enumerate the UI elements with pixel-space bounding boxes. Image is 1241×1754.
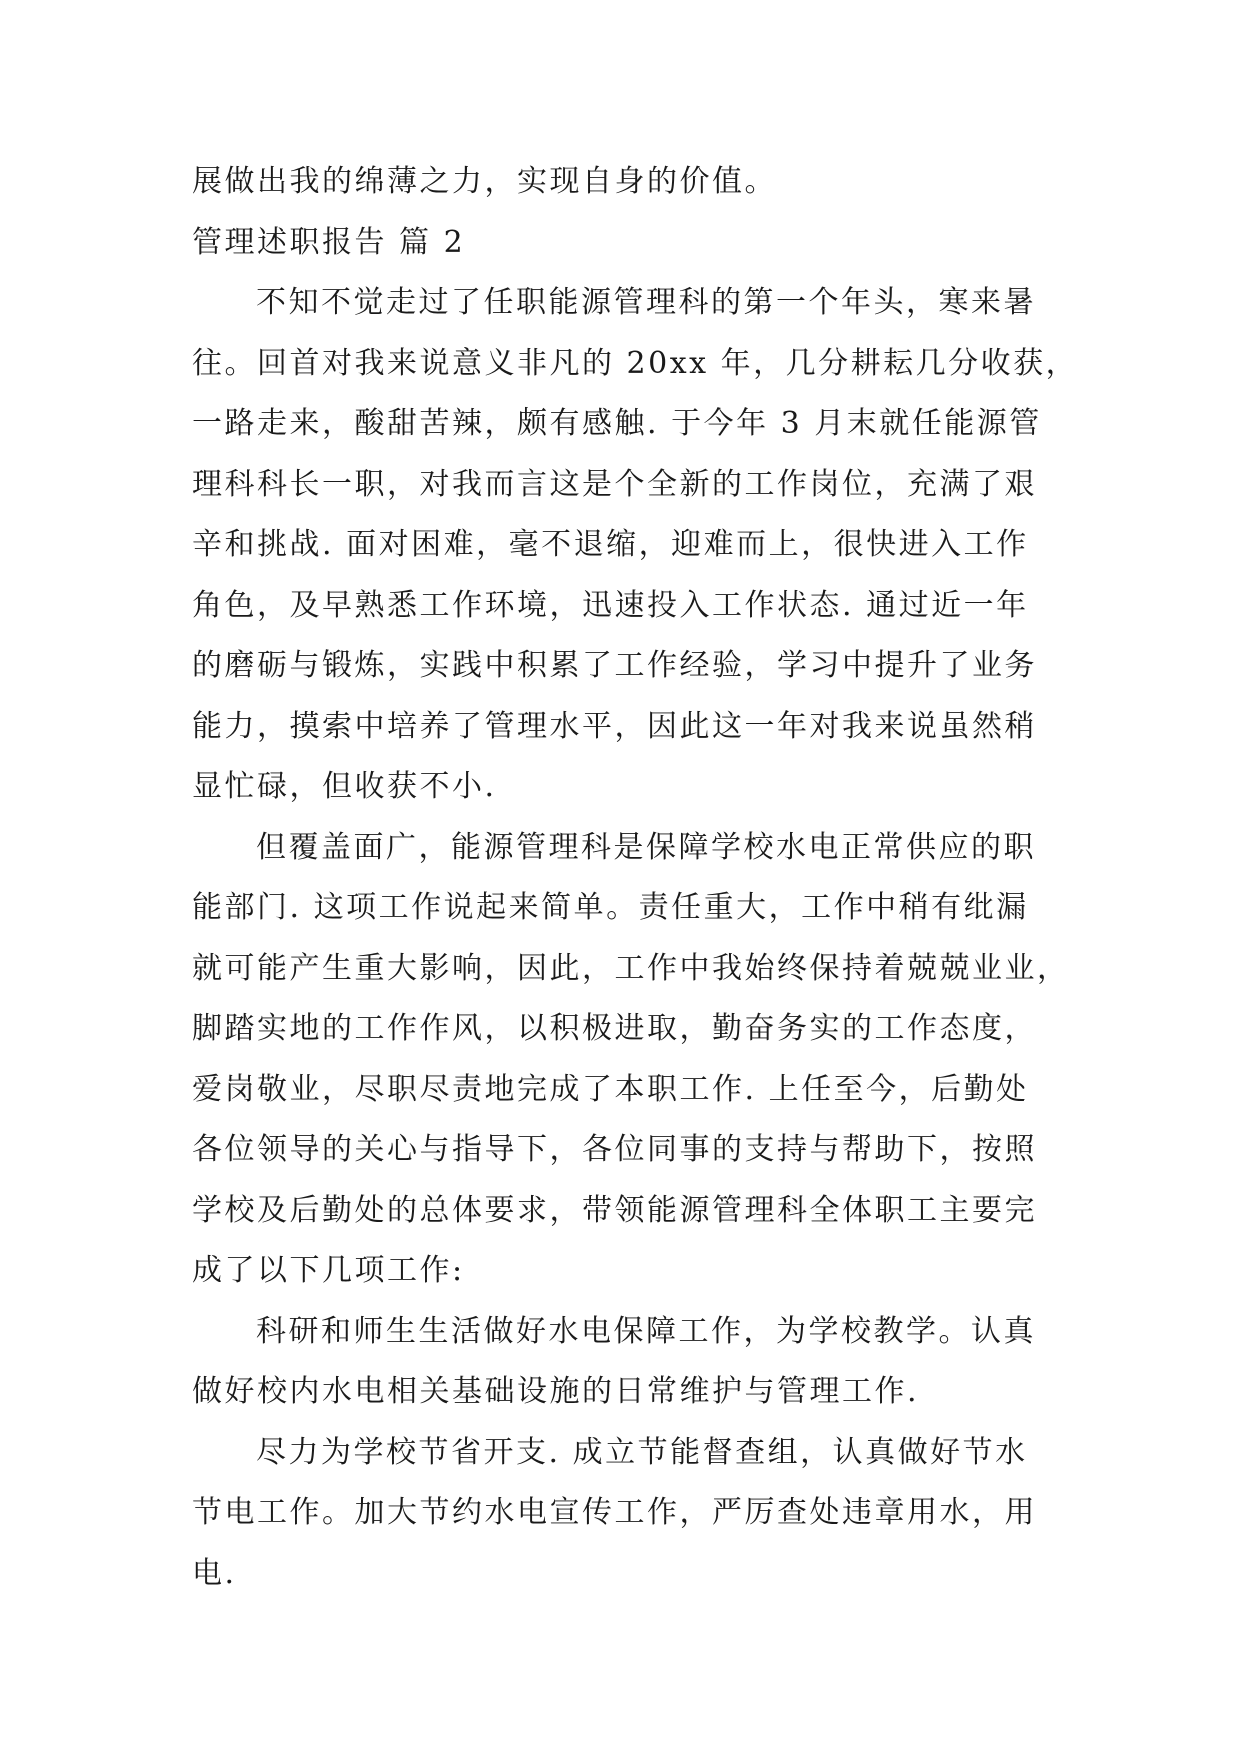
text-line: 成了以下几项工作: xyxy=(192,1253,465,1288)
text-line: 各位领导的关心与指导下，各位同事的支持与帮助下，按照 xyxy=(192,1132,1037,1167)
paragraph-start-line: 尽力为学校节省开支. 成立节能督查组，认真做好节水 xyxy=(256,1434,1028,1470)
text-line: 学校及后勤处的总体要求，带领能源管理科全体职工主要完 xyxy=(192,1192,1037,1228)
section-heading: 管理述职报告 篇 2 xyxy=(192,224,466,260)
text-line: 就可能产生重大影响，因此，工作中我始终保持着兢兢业业， xyxy=(192,950,1070,986)
text-line: 电. xyxy=(192,1555,237,1591)
text-line: 角色，及早熟悉工作环境，迅速投入工作状态. 通过近一年 xyxy=(192,587,1029,623)
text-line: 脚踏实地的工作作风，以积极进取，勤奋务实的工作态度， xyxy=(192,1011,1037,1046)
text-line: 做好校内水电相关基础设施的日常维护与管理工作. xyxy=(192,1374,920,1409)
document-body xyxy=(192,152,1079,1604)
text-line: 能部门. 这项工作说起来简单。责任重大，工作中稍有纰漏 xyxy=(192,890,1029,925)
text-line: 辛和挑战. 面对困难，毫不退缩，迎难而上，很快进入工作 xyxy=(192,527,1029,562)
paragraph-start-line: 不知不觉走过了任职能源管理科的第一个年头，寒来暑 xyxy=(256,285,1036,320)
text-line: 往。回首对我来说意义非凡的 20xx 年，几分耕耘几分收获， xyxy=(192,345,1079,381)
text-line: 展做出我的绵薄之力，实现自身的价值。 xyxy=(192,164,777,199)
paragraph-start-line: 但覆盖面广，能源管理科是保障学校水电正常供应的职 xyxy=(256,829,1036,865)
text-line: 显忙碌，但收获不小. xyxy=(192,769,497,804)
text-line: 节电工作。加大节约水电宣传工作，严厉查处违章用水，用 xyxy=(192,1495,1037,1530)
text-line: 爱岗敬业，尽职尽责地完成了本职工作. 上任至今，后勤处 xyxy=(192,1071,1029,1107)
text-line: 能力，摸索中培养了管理水平，因此这一年对我来说虽然稍 xyxy=(192,708,1037,744)
paragraph-start-line: 科研和师生生活做好水电保障工作，为学校教学。认真 xyxy=(256,1313,1036,1349)
text-line: 的磨砺与锻炼，实践中积累了工作经验，学习中提升了业务 xyxy=(192,648,1037,683)
text-line: 理科科长一职，对我而言这是个全新的工作岗位，充满了艰 xyxy=(192,466,1037,502)
text-line: 一路走来，酸甜苦辣，颇有感触. 于今年 3 月末就任能源管 xyxy=(192,406,1042,441)
